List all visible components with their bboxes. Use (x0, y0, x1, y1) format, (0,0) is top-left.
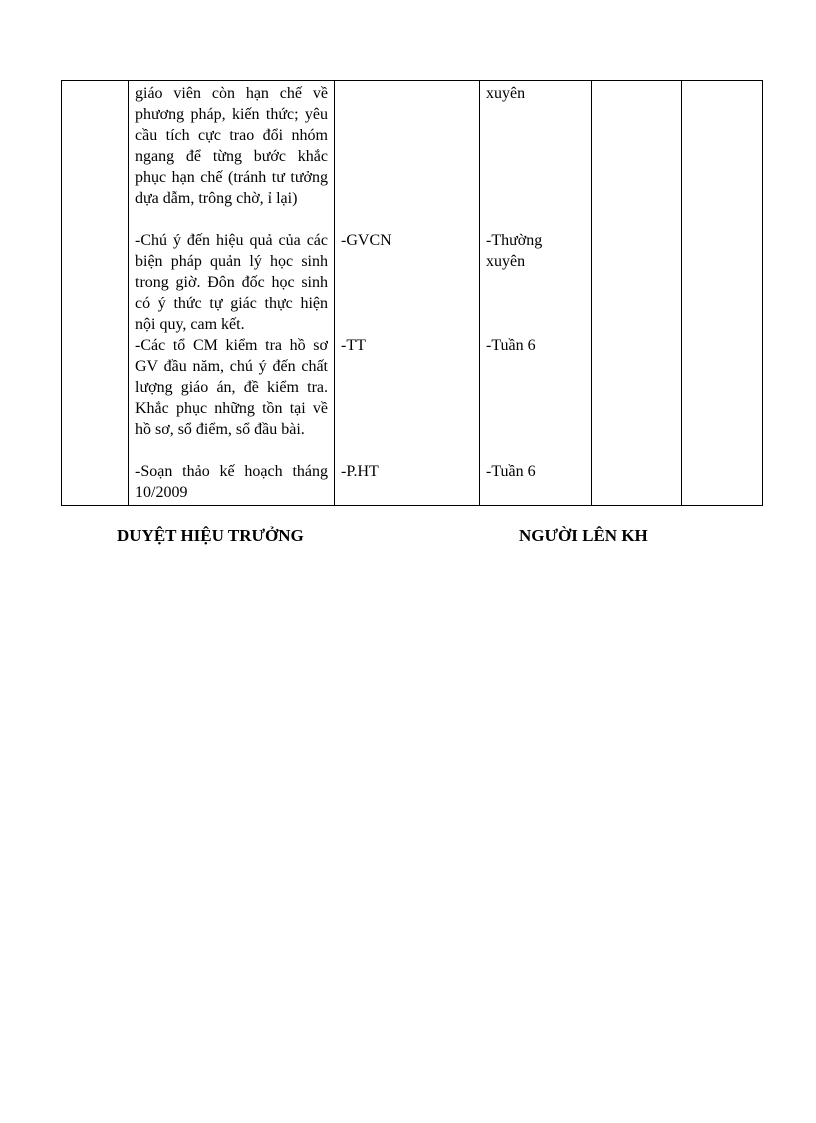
table-row (62, 81, 763, 506)
principal-approval-label: DUYỆT HIỆU TRƯỞNG (117, 526, 304, 545)
timing-item: xuyên (486, 85, 526, 102)
responsible-item: -P.HT (341, 463, 379, 480)
blank-cell (592, 81, 682, 506)
responsible-item: -GVCN (341, 232, 392, 249)
plan-table (61, 80, 763, 506)
timing-cell (480, 81, 592, 506)
content-item: -Soạn thảo kế hoạch tháng 10/2009 (135, 463, 328, 501)
content-item: -Các tổ CM kiểm tra hồ sơ GV đầu năm, chú ý đến chất lượng giáo án, đề kiểm tra. Khắc phục những tồn tại về hồ sơ, sổ điểm, sổ đầu bài. (135, 337, 328, 438)
plan-author-label: NGƯỜI LÊN KH (519, 526, 648, 545)
content-cell (129, 81, 335, 506)
content-item: -Chú ý đến hiệu quả của các biện pháp quản lý học sinh trong giờ. Đôn đốc học sinh có ý thức tự giác thực hiện nội quy, cam kết. (135, 232, 328, 333)
responsible-item (341, 83, 473, 230)
responsible-cell (335, 81, 480, 506)
timing-item: -Tuần 6 (486, 463, 536, 480)
blank-cell-right (682, 81, 763, 506)
blank-cell-left (62, 81, 129, 506)
timing-item: -Thường xuyên (486, 232, 543, 270)
content-item: giáo viên còn hạn chế về phương pháp, kiến thức; yêu cầu tích cực trao đổi nhóm ngang để từng bước khắc phục hạn chế (tránh tư tưởng dựa dẫm, trông chờ, ỉ lại) (135, 85, 328, 207)
responsible-item: -TT (341, 337, 366, 354)
timing-item: -Tuần 6 (486, 337, 536, 354)
